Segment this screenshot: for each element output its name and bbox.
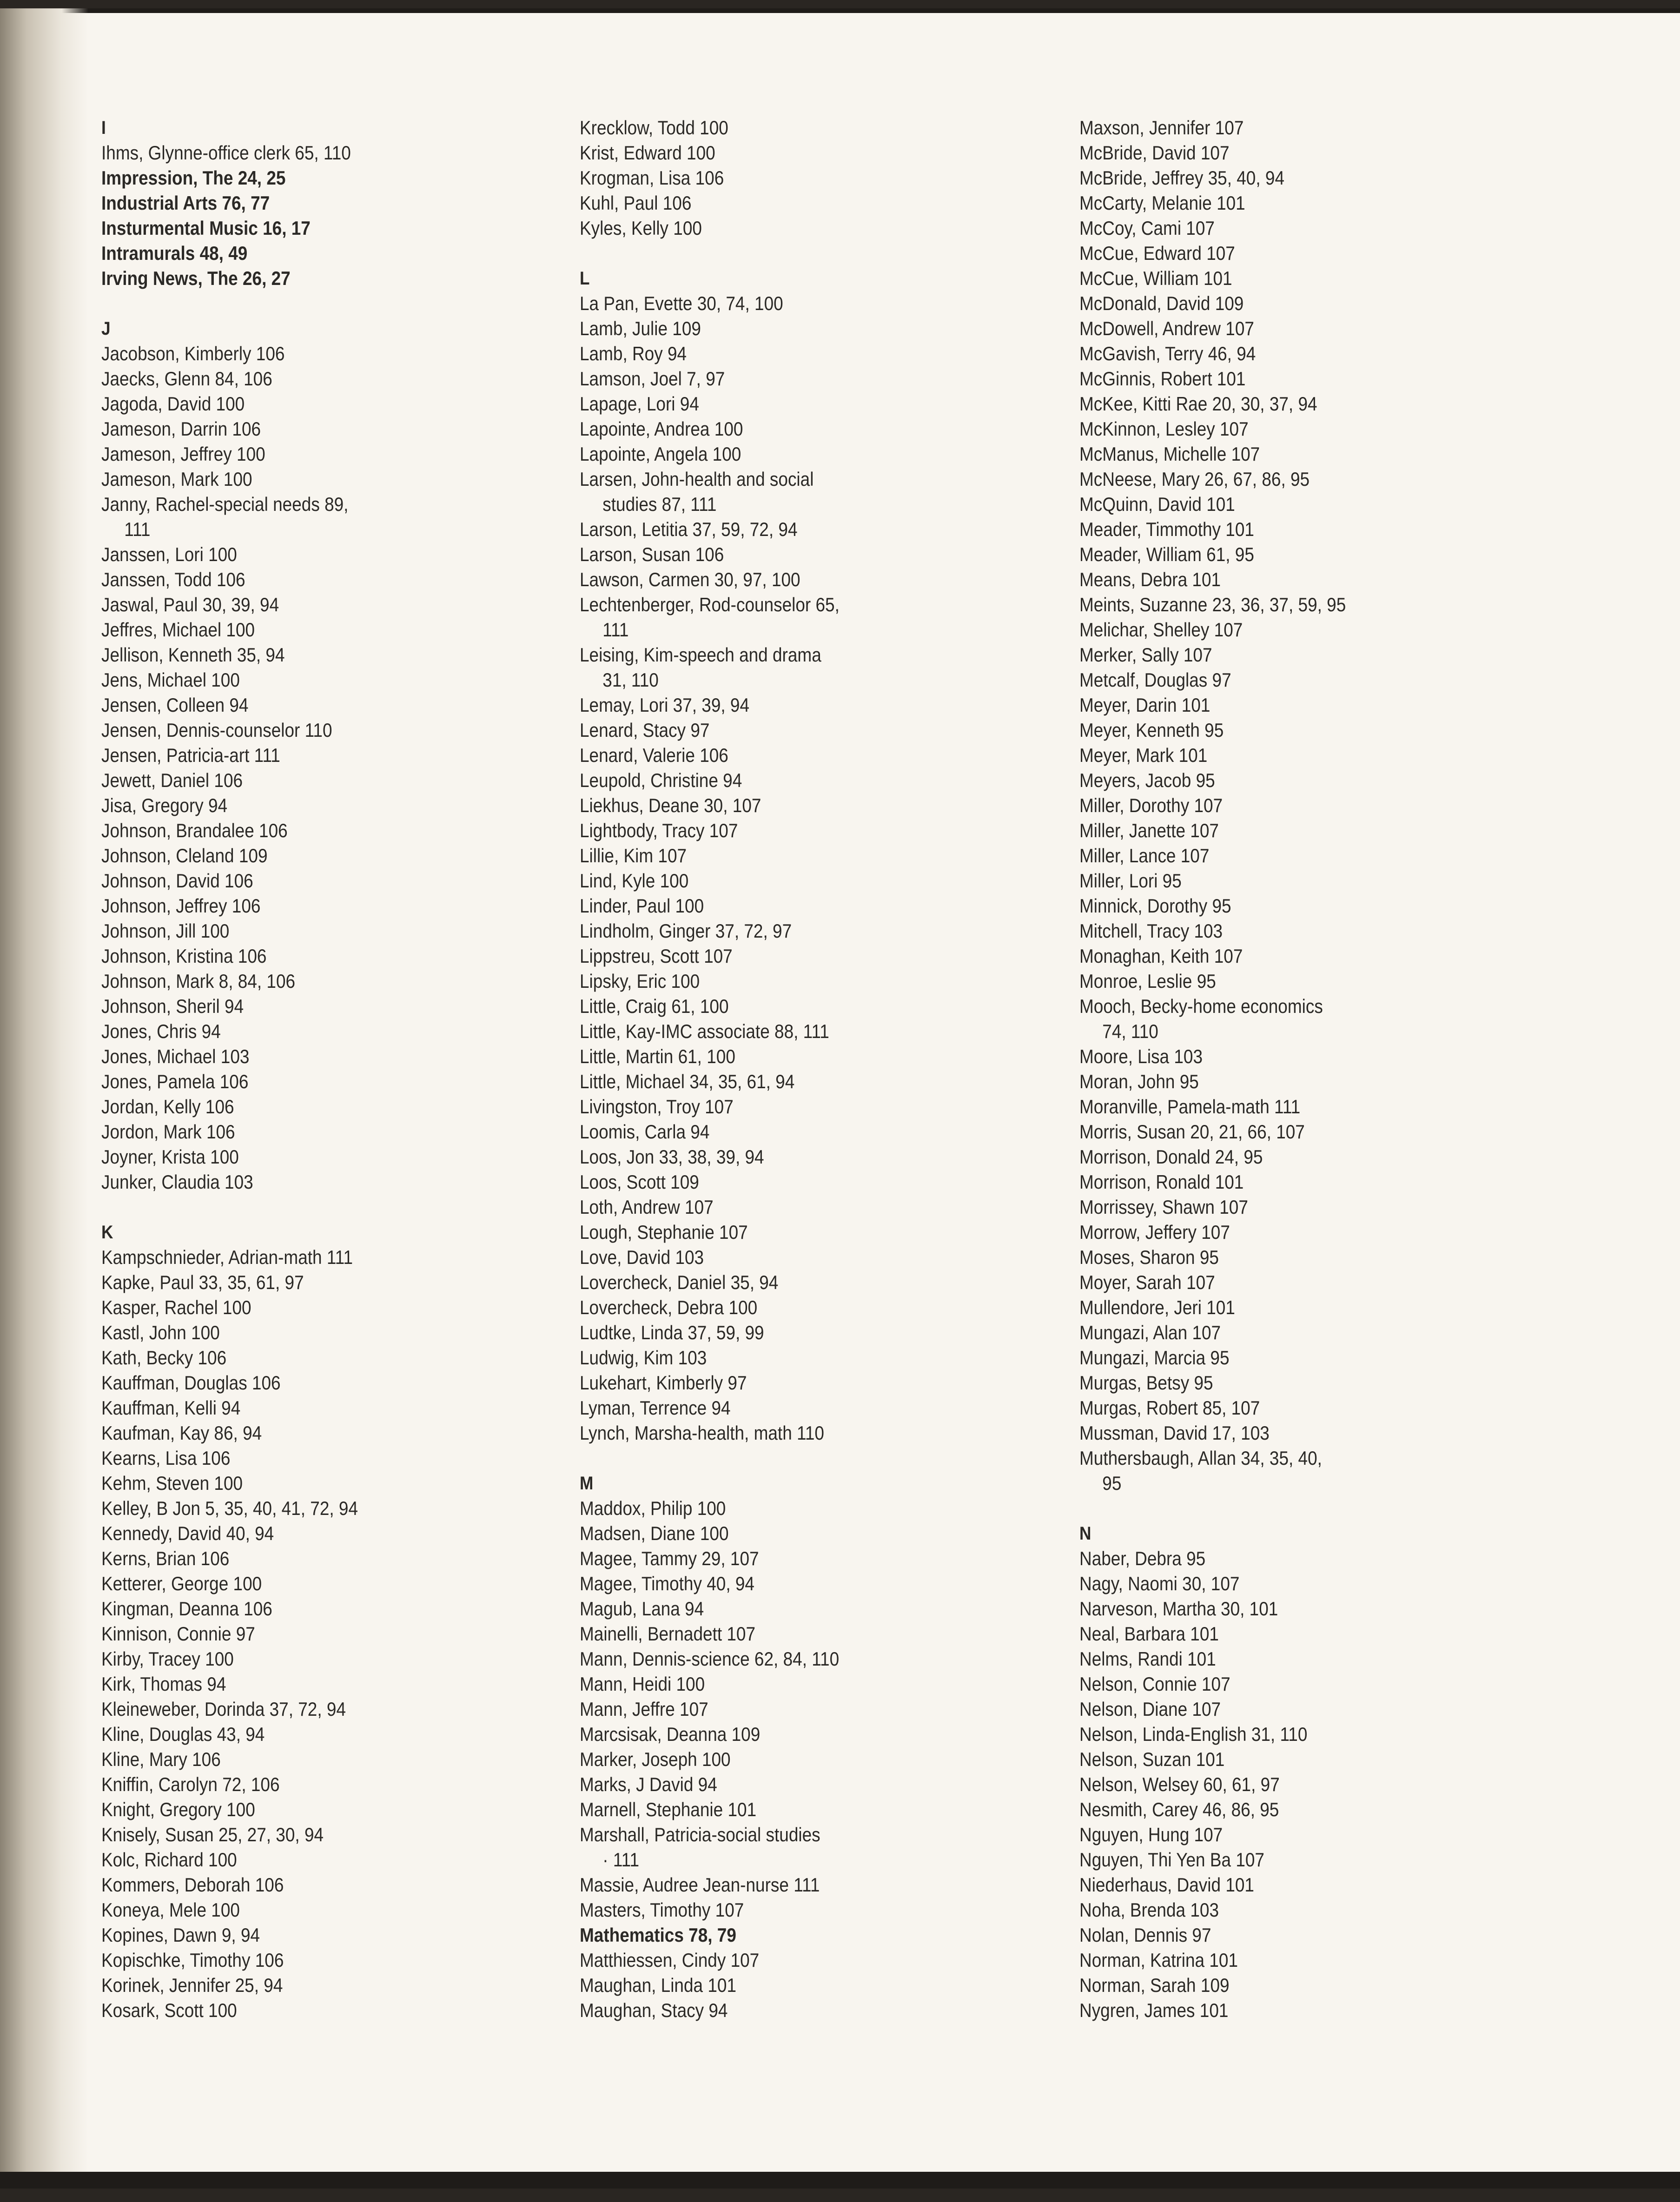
index-name-entry: Meyer, Mark 101 bbox=[1079, 744, 1208, 766]
index-name-entry: Kline, Douglas 43, 94 bbox=[101, 1723, 265, 1745]
index-name-entry: Lemay, Lori 37, 39, 94 bbox=[580, 694, 750, 716]
index-name-entry: Lapointe, Angela 100 bbox=[580, 443, 741, 465]
index-name-entry: Nelson, Welsey 60, 61, 97 bbox=[1079, 1773, 1280, 1795]
index-name-entry: McCue, William 101 bbox=[1079, 267, 1232, 289]
index-name-entry: Moranville, Pamela-math 111 bbox=[1079, 1096, 1301, 1118]
index-column-2 bbox=[580, 115, 840, 2023]
index-name-entry: Mussman, David 17, 103 bbox=[1079, 1422, 1270, 1444]
index-name-entry: Jameson, Jeffrey 100 bbox=[101, 443, 265, 465]
index-name-entry: Little, Martin 61, 100 bbox=[580, 1045, 735, 1067]
index-name-entry: Nelms, Randi 101 bbox=[1079, 1648, 1216, 1670]
index-name-entry: Miller, Janette 107 bbox=[1079, 820, 1219, 841]
index-name-entry: Kampschnieder, Adrian-math 111 bbox=[101, 1246, 353, 1268]
section-gap bbox=[101, 1195, 358, 1220]
index-name-entry: Lillie, Kim 107 bbox=[580, 845, 687, 866]
index-name-entry: McKee, Kitti Rae 20, 30, 37, 94 bbox=[1079, 393, 1317, 415]
index-name-entry: Kerns, Brian 106 bbox=[101, 1547, 230, 1569]
index-name-entry: Jaecks, Glenn 84, 106 bbox=[101, 368, 272, 390]
index-topic-entry: Irving News, The 26, 27 bbox=[101, 267, 291, 289]
index-name-entry: Jordan, Kelly 106 bbox=[101, 1096, 234, 1118]
index-name-entry: Merker, Sally 107 bbox=[1079, 644, 1212, 666]
index-name-entry: La Pan, Evette 30, 74, 100 bbox=[580, 292, 783, 314]
index-name-entry: McGinnis, Robert 101 bbox=[1079, 368, 1246, 390]
index-topic-entry: Mathematics 78, 79 bbox=[580, 1924, 736, 1946]
index-name-entry: Moore, Lisa 103 bbox=[1079, 1045, 1203, 1067]
section-gap bbox=[1079, 1496, 1346, 1521]
index-name-entry: Nelson, Suzan 101 bbox=[1079, 1748, 1225, 1770]
index-name-entry: Moses, Sharon 95 bbox=[1079, 1246, 1219, 1268]
index-name-entry: Ketterer, George 100 bbox=[101, 1573, 262, 1594]
index-name-entry: Kopischke, Timothy 106 bbox=[101, 1949, 284, 1971]
index-name-entry: Kastl, John 100 bbox=[101, 1322, 220, 1343]
index-name-entry: Johnson, Mark 8, 84, 106 bbox=[101, 970, 296, 992]
index-name-entry: Meader, William 61, 95 bbox=[1079, 543, 1254, 565]
index-name-entry: Krist, Edward 100 bbox=[580, 142, 715, 164]
index-name-entry: Magee, Tammy 29, 107 bbox=[580, 1547, 759, 1569]
index-name-entry: Johnson, Sheril 94 bbox=[101, 995, 244, 1017]
index-name-entry: Naber, Debra 95 bbox=[1079, 1547, 1206, 1569]
index-name-entry: Nesmith, Carey 46, 86, 95 bbox=[1079, 1799, 1279, 1820]
index-name-entry: Meyer, Darin 101 bbox=[1079, 694, 1210, 716]
index-name-entry: Lyman, Terrence 94 bbox=[580, 1397, 731, 1419]
index-name-entry: Marks, J David 94 bbox=[580, 1773, 717, 1795]
index-name-entry: Jordon, Mark 106 bbox=[101, 1121, 235, 1143]
index-name-entry: Metcalf, Douglas 97 bbox=[1079, 669, 1231, 691]
index-name-entry: Lenard, Valerie 106 bbox=[580, 744, 728, 766]
index-name-entry: Mungazi, Marcia 95 bbox=[1079, 1347, 1230, 1369]
index-name-entry: McCue, Edward 107 bbox=[1079, 242, 1235, 264]
index-entry-continuation: 111 bbox=[602, 619, 629, 641]
index-name-entry: Lawson, Carmen 30, 97, 100 bbox=[580, 569, 800, 590]
index-name-entry: Mann, Heidi 100 bbox=[580, 1673, 705, 1695]
index-name-entry: Narveson, Martha 30, 101 bbox=[1079, 1598, 1278, 1620]
index-name-entry: Mungazi, Alan 107 bbox=[1079, 1322, 1221, 1343]
index-entry-continuation: 111 bbox=[124, 518, 151, 540]
index-name-entry: Monaghan, Keith 107 bbox=[1079, 945, 1243, 967]
index-name-entry: Koneya, Mele 100 bbox=[101, 1899, 240, 1921]
index-name-entry: Janssen, Lori 100 bbox=[101, 543, 237, 565]
index-name-entry: Jones, Chris 94 bbox=[101, 1020, 221, 1042]
index-name-entry: Kleineweber, Dorinda 37, 72, 94 bbox=[101, 1698, 346, 1720]
index-name-entry: McBride, Jeffrey 35, 40, 94 bbox=[1079, 167, 1285, 189]
index-name-entry: Lind, Kyle 100 bbox=[580, 870, 689, 892]
scan-bottom-edge bbox=[0, 2172, 1680, 2189]
index-name-entry: Little, Craig 61, 100 bbox=[580, 995, 729, 1017]
index-name-entry: Krecklow, Todd 100 bbox=[580, 117, 728, 139]
index-name-entry: Marshall, Patricia-social studies bbox=[580, 1824, 820, 1845]
index-topic-entry: Impression, The 24, 25 bbox=[101, 167, 286, 189]
index-name-entry: Morrison, Ronald 101 bbox=[1079, 1171, 1244, 1193]
index-name-entry: Mooch, Becky-home economics bbox=[1079, 995, 1323, 1017]
index-name-entry: Krogman, Lisa 106 bbox=[580, 167, 724, 189]
index-name-entry: Johnson, David 106 bbox=[101, 870, 253, 892]
index-name-entry: Murgas, Betsy 95 bbox=[1079, 1372, 1213, 1394]
index-name-entry: Moyer, Sarah 107 bbox=[1079, 1271, 1215, 1293]
index-name-entry: Lamb, Julie 109 bbox=[580, 317, 701, 339]
index-name-entry: Moran, John 95 bbox=[1079, 1071, 1199, 1092]
index-name-entry: McKinnon, Lesley 107 bbox=[1079, 418, 1249, 440]
index-name-entry: Norman, Katrina 101 bbox=[1079, 1949, 1238, 1971]
index-name-entry: Liekhus, Deane 30, 107 bbox=[580, 794, 761, 816]
scan-top-edge bbox=[0, 8, 1680, 13]
index-name-entry: Loos, Scott 109 bbox=[580, 1171, 699, 1193]
index-name-entry: Mann, Dennis-science 62, 84, 110 bbox=[580, 1648, 840, 1670]
index-name-entry: Kolc, Richard 100 bbox=[101, 1849, 237, 1871]
index-name-entry: McBride, David 107 bbox=[1079, 142, 1230, 164]
index-name-entry: Kath, Becky 106 bbox=[101, 1347, 227, 1369]
index-name-entry: Jaswal, Paul 30, 39, 94 bbox=[101, 594, 279, 615]
index-topic-entry: Insturmental Music 16, 17 bbox=[101, 217, 311, 239]
index-name-entry: Loomis, Carla 94 bbox=[580, 1121, 710, 1143]
index-name-entry: Jeffres, Michael 100 bbox=[101, 619, 255, 641]
index-name-entry: Nygren, James 101 bbox=[1079, 1999, 1229, 2021]
index-name-entry: Kuhl, Paul 106 bbox=[580, 192, 692, 214]
index-name-entry: Morrison, Donald 24, 95 bbox=[1079, 1146, 1263, 1168]
index-name-entry: Miller, Lori 95 bbox=[1079, 870, 1182, 892]
index-name-entry: McQuinn, David 101 bbox=[1079, 493, 1235, 515]
index-name-entry: Kirby, Tracey 100 bbox=[101, 1648, 234, 1670]
index-name-entry: Lightbody, Tracy 107 bbox=[580, 820, 738, 841]
index-name-entry: Kosark, Scott 100 bbox=[101, 1999, 237, 2021]
section-gap bbox=[101, 291, 358, 316]
index-name-entry: Magee, Timothy 40, 94 bbox=[580, 1573, 754, 1594]
index-name-entry: Loos, Jon 33, 38, 39, 94 bbox=[580, 1146, 764, 1168]
index-name-entry: Melichar, Shelley 107 bbox=[1079, 619, 1243, 641]
index-name-entry: Kirk, Thomas 94 bbox=[101, 1673, 226, 1695]
index-name-entry: Morris, Susan 20, 21, 66, 107 bbox=[1079, 1121, 1305, 1143]
index-name-entry: Ludtke, Linda 37, 59, 99 bbox=[580, 1322, 764, 1343]
index-name-entry: Joyner, Krista 100 bbox=[101, 1146, 239, 1168]
index-name-entry: Lukehart, Kimberly 97 bbox=[580, 1372, 747, 1394]
book-spine-shadow bbox=[0, 8, 88, 2189]
index-name-entry: Meints, Suzanne 23, 36, 37, 59, 95 bbox=[1079, 594, 1346, 615]
index-name-entry: Johnson, Kristina 106 bbox=[101, 945, 267, 967]
index-name-entry: Neal, Barbara 101 bbox=[1079, 1623, 1219, 1645]
index-name-entry: Linder, Paul 100 bbox=[580, 895, 704, 917]
index-name-entry: Marnell, Stephanie 101 bbox=[580, 1799, 757, 1820]
index-entry-continuation: 74, 110 bbox=[1102, 1020, 1158, 1042]
index-name-entry: Kniffin, Carolyn 72, 106 bbox=[101, 1773, 280, 1795]
index-name-entry: Jellison, Kenneth 35, 94 bbox=[101, 644, 285, 666]
index-column-1 bbox=[101, 115, 358, 2023]
index-name-entry: Kommers, Deborah 106 bbox=[101, 1874, 284, 1896]
index-name-entry: Loth, Andrew 107 bbox=[580, 1196, 714, 1218]
index-name-entry: Ihms, Glynne-office clerk 65, 110 bbox=[101, 142, 351, 164]
index-name-entry: Miller, Lance 107 bbox=[1079, 845, 1210, 866]
index-name-entry: Johnson, Cleland 109 bbox=[101, 845, 268, 866]
index-name-entry: Maxson, Jennifer 107 bbox=[1079, 117, 1244, 139]
index-name-entry: Junker, Claudia 103 bbox=[101, 1171, 253, 1193]
index-name-entry: Jens, Michael 100 bbox=[101, 669, 240, 691]
index-name-entry: Kauffman, Douglas 106 bbox=[101, 1372, 281, 1394]
index-name-entry: Leupold, Christine 94 bbox=[580, 769, 742, 791]
index-name-entry: Madsen, Diane 100 bbox=[580, 1522, 729, 1544]
section-letter: K bbox=[101, 1222, 113, 1243]
index-name-entry: Knight, Gregory 100 bbox=[101, 1799, 255, 1820]
index-name-entry: Little, Michael 34, 35, 61, 94 bbox=[580, 1071, 795, 1092]
index-name-entry: Kaufman, Kay 86, 94 bbox=[101, 1422, 262, 1444]
index-name-entry: Lippstreu, Scott 107 bbox=[580, 945, 733, 967]
index-name-entry: Ludwig, Kim 103 bbox=[580, 1347, 707, 1369]
index-name-entry: Masters, Timothy 107 bbox=[580, 1899, 744, 1921]
index-name-entry: Kapke, Paul 33, 35, 61, 97 bbox=[101, 1271, 304, 1293]
index-name-entry: Meyer, Kenneth 95 bbox=[1079, 719, 1224, 741]
index-name-entry: Miller, Dorothy 107 bbox=[1079, 794, 1223, 816]
index-name-entry: Lindholm, Ginger 37, 72, 97 bbox=[580, 920, 792, 942]
index-name-entry: Love, David 103 bbox=[580, 1246, 704, 1268]
index-name-entry: Kyles, Kelly 100 bbox=[580, 217, 702, 239]
index-name-entry: Nagy, Naomi 30, 107 bbox=[1079, 1573, 1240, 1594]
index-name-entry: Lamson, Joel 7, 97 bbox=[580, 368, 725, 390]
section-letter: N bbox=[1079, 1523, 1091, 1544]
section-letter: I bbox=[101, 118, 106, 138]
index-name-entry: Korinek, Jennifer 25, 94 bbox=[101, 1974, 283, 1996]
index-name-entry: Livingston, Troy 107 bbox=[580, 1096, 734, 1118]
index-name-entry: Nguyen, Thi Yen Ba 107 bbox=[1079, 1849, 1264, 1871]
index-name-entry: Jisa, Gregory 94 bbox=[101, 794, 228, 816]
index-name-entry: Kline, Mary 106 bbox=[101, 1748, 221, 1770]
index-entry-continuation: studies 87, 111 bbox=[602, 493, 717, 515]
index-name-entry: Meyers, Jacob 95 bbox=[1079, 769, 1215, 791]
index-name-entry: McNeese, Mary 26, 67, 86, 95 bbox=[1079, 468, 1310, 490]
index-name-entry: Kennedy, David 40, 94 bbox=[101, 1522, 274, 1544]
index-name-entry: McCarty, Melanie 101 bbox=[1079, 192, 1245, 214]
index-name-entry: Mainelli, Bernadett 107 bbox=[580, 1623, 756, 1645]
index-name-entry: Kehm, Steven 100 bbox=[101, 1472, 243, 1494]
index-name-entry: Lechtenberger, Rod-counselor 65, bbox=[580, 594, 840, 615]
index-name-entry: Nelson, Diane 107 bbox=[1079, 1698, 1221, 1720]
index-name-entry: Murgas, Robert 85, 107 bbox=[1079, 1397, 1260, 1419]
index-name-entry: Kelley, B Jon 5, 35, 40, 41, 72, 94 bbox=[101, 1497, 358, 1519]
index-name-entry: Lipsky, Eric 100 bbox=[580, 970, 700, 992]
index-name-entry: Kopines, Dawn 9, 94 bbox=[101, 1924, 260, 1946]
index-name-entry: Maughan, Stacy 94 bbox=[580, 1999, 728, 2021]
index-name-entry: Lapointe, Andrea 100 bbox=[580, 418, 743, 440]
index-name-entry: Janssen, Todd 106 bbox=[101, 569, 245, 590]
index-name-entry: Monroe, Leslie 95 bbox=[1079, 970, 1216, 992]
index-name-entry: McDonald, David 109 bbox=[1079, 292, 1244, 314]
index-name-entry: Lough, Stephanie 107 bbox=[580, 1221, 748, 1243]
index-name-entry: Jensen, Dennis-counselor 110 bbox=[101, 719, 332, 741]
index-name-entry: Minnick, Dorothy 95 bbox=[1079, 895, 1231, 917]
section-letter: L bbox=[580, 268, 590, 289]
index-name-entry: Nguyen, Hung 107 bbox=[1079, 1824, 1223, 1845]
section-letter: J bbox=[101, 318, 111, 339]
index-name-entry: McCoy, Cami 107 bbox=[1079, 217, 1215, 239]
index-name-entry: Jensen, Colleen 94 bbox=[101, 694, 249, 716]
index-name-entry: Marker, Joseph 100 bbox=[580, 1748, 731, 1770]
index-name-entry: Jacobson, Kimberly 106 bbox=[101, 343, 285, 364]
index-name-entry: Jewett, Daniel 106 bbox=[101, 769, 243, 791]
index-name-entry: Jones, Michael 103 bbox=[101, 1045, 250, 1067]
index-name-entry: Niederhaus, David 101 bbox=[1079, 1874, 1254, 1896]
index-name-entry: Larsen, John-health and social bbox=[580, 468, 814, 490]
index-name-entry: Lovercheck, Debra 100 bbox=[580, 1296, 758, 1318]
index-name-entry: McGavish, Terry 46, 94 bbox=[1079, 343, 1256, 364]
index-page bbox=[0, 8, 1680, 2189]
index-name-entry: Jensen, Patricia-art 111 bbox=[101, 744, 280, 766]
index-name-entry: Noha, Brenda 103 bbox=[1079, 1899, 1219, 1921]
index-name-entry: Johnson, Jill 100 bbox=[101, 920, 230, 942]
index-name-entry: Larson, Susan 106 bbox=[580, 543, 724, 565]
index-name-entry: Johnson, Jeffrey 106 bbox=[101, 895, 261, 917]
index-name-entry: Morrissey, Shawn 107 bbox=[1079, 1196, 1248, 1218]
section-letter: M bbox=[580, 1473, 594, 1494]
index-topic-entry: Intramurals 48, 49 bbox=[101, 242, 248, 264]
index-name-entry: McManus, Michelle 107 bbox=[1079, 443, 1260, 465]
index-name-entry: Nolan, Dennis 97 bbox=[1079, 1924, 1211, 1946]
index-entry-continuation: · 111 bbox=[602, 1849, 640, 1871]
index-name-entry: Norman, Sarah 109 bbox=[1079, 1974, 1230, 1996]
index-name-entry: Nelson, Connie 107 bbox=[1079, 1673, 1230, 1695]
index-name-entry: Kingman, Deanna 106 bbox=[101, 1598, 272, 1620]
index-name-entry: Means, Debra 101 bbox=[1079, 569, 1221, 590]
index-name-entry: Marcsisak, Deanna 109 bbox=[580, 1723, 761, 1745]
section-gap bbox=[580, 1446, 840, 1471]
index-name-entry: Jones, Pamela 106 bbox=[101, 1071, 249, 1092]
index-name-entry: Kearns, Lisa 106 bbox=[101, 1447, 231, 1469]
index-entry-continuation: 31, 110 bbox=[602, 669, 659, 691]
index-topic-entry: Industrial Arts 76, 77 bbox=[101, 192, 270, 214]
index-name-entry: Kinnison, Connie 97 bbox=[101, 1623, 255, 1645]
index-name-entry: Kauffman, Kelli 94 bbox=[101, 1397, 241, 1419]
index-name-entry: Magub, Lana 94 bbox=[580, 1598, 704, 1620]
index-name-entry: Jameson, Mark 100 bbox=[101, 468, 252, 490]
index-name-entry: Mullendore, Jeri 101 bbox=[1079, 1296, 1235, 1318]
index-name-entry: Lovercheck, Daniel 35, 94 bbox=[580, 1271, 779, 1293]
index-name-entry: Morrow, Jeffery 107 bbox=[1079, 1221, 1230, 1243]
index-name-entry: McDowell, Andrew 107 bbox=[1079, 317, 1254, 339]
index-name-entry: Mitchell, Tracy 103 bbox=[1079, 920, 1223, 942]
index-name-entry: Maughan, Linda 101 bbox=[580, 1974, 737, 1996]
index-name-entry: Lenard, Stacy 97 bbox=[580, 719, 710, 741]
index-name-entry: Muthersbaugh, Allan 34, 35, 40, bbox=[1079, 1447, 1322, 1469]
index-entry-continuation: 95 bbox=[1102, 1472, 1122, 1494]
index-name-entry: Meader, Timmothy 101 bbox=[1079, 518, 1254, 540]
index-name-entry: Little, Kay-IMC associate 88, 111 bbox=[580, 1020, 829, 1042]
section-gap bbox=[580, 241, 840, 266]
index-name-entry: Matthiessen, Cindy 107 bbox=[580, 1949, 760, 1971]
index-name-entry: Lapage, Lori 94 bbox=[580, 393, 699, 415]
index-name-entry: Janny, Rachel-special needs 89, bbox=[101, 493, 349, 515]
index-name-entry: Nelson, Linda-English 31, 110 bbox=[1079, 1723, 1308, 1745]
index-name-entry: Kasper, Rachel 100 bbox=[101, 1296, 251, 1318]
index-name-entry: Larson, Letitia 37, 59, 72, 94 bbox=[580, 518, 798, 540]
index-name-entry: Leising, Kim-speech and drama bbox=[580, 644, 821, 666]
index-column-3 bbox=[1079, 115, 1346, 2023]
index-name-entry: Maddox, Philip 100 bbox=[580, 1497, 726, 1519]
index-name-entry: Lamb, Roy 94 bbox=[580, 343, 687, 364]
index-name-entry: Jameson, Darrin 106 bbox=[101, 418, 261, 440]
index-name-entry: Lynch, Marsha-health, math 110 bbox=[580, 1422, 824, 1444]
index-name-entry: Johnson, Brandalee 106 bbox=[101, 820, 288, 841]
index-name-entry: Mann, Jeffre 107 bbox=[580, 1698, 708, 1720]
index-name-entry: Massie, Audree Jean-nurse 111 bbox=[580, 1874, 820, 1896]
index-name-entry: Knisely, Susan 25, 27, 30, 94 bbox=[101, 1824, 324, 1845]
index-name-entry: Jagoda, David 100 bbox=[101, 393, 245, 415]
